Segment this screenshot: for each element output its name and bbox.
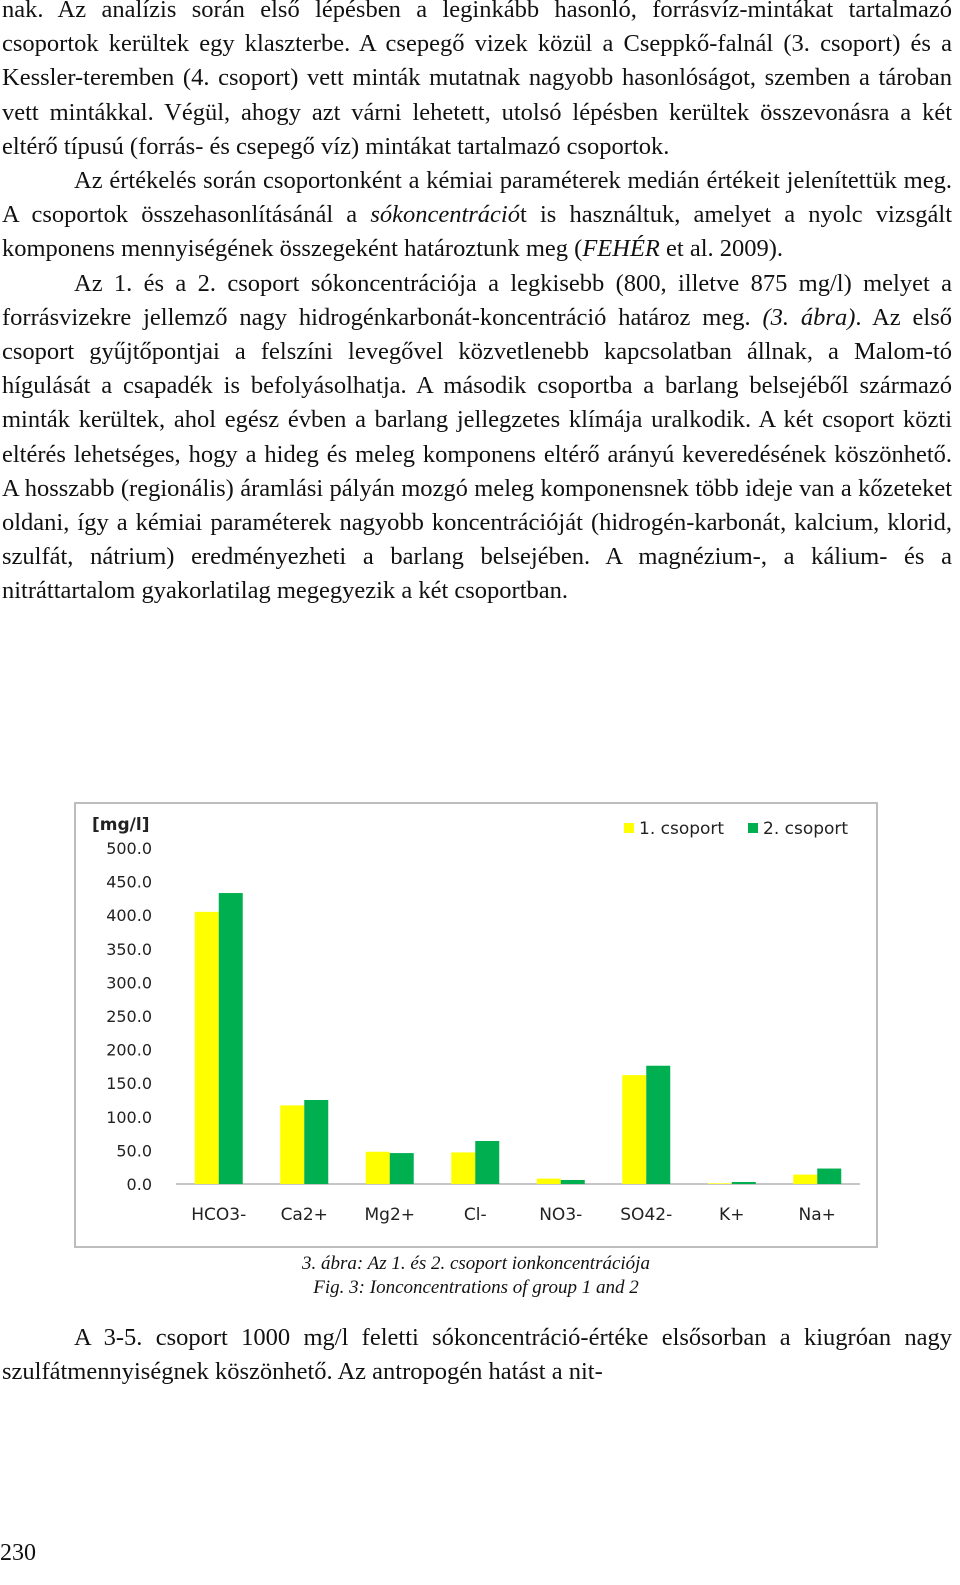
paragraph-3-text: Az 1. és a 2. csoport sókoncentrációja a legkisebb (800, illetve 875 mg/l) melyet a forrásvizekre jellemző nagy hidrogénkarbonát-koncentráció határoz meg.: [2, 269, 952, 331]
bar-chart: [76, 804, 876, 1246]
y-axis-label: [mg/l]: [92, 815, 150, 835]
bar-Cl--1csoport: [451, 1152, 475, 1184]
y-tick-label: 50.0: [116, 1141, 152, 1161]
x-tick-label: Ca2+: [280, 1205, 328, 1225]
y-tick-label: 250.0: [106, 1007, 152, 1026]
bar-Ca2+-2csoport: [304, 1100, 328, 1184]
y-tick-label: 100.0: [106, 1107, 152, 1127]
y-tick-label: 0.0: [126, 1175, 152, 1194]
bar-K+-1csoport: [708, 1183, 732, 1184]
paragraph-1: nak. Az analízis során első lépésben a leginkább hasonló, forrásvíz-mintákat tartalmazó csoportok kerültek egy klaszterbe. A csepegő vizek közül a Cseppkő-falnál (3. csoport) és a Kessler-teremben (4. csoport) vett minták mutatnak nagyobb hasonlóságot, szemben a tároban vett mintákkal. Végül, ahogy azt várni lehetett, utolsó lépésben kerültek összevonásra a két eltérő típusú (forrás- és csepegő víz) mintákat tartalmazó csoportok.: [2, 0, 952, 160]
paragraph-4: A 3-5. csoport 1000 mg/l feletti sókoncentráció-értéke elsősorban a kiugróan nagy szulfátmennyiségnek köszönhető. Az antropogén hatást a nit-: [2, 1324, 952, 1386]
bar-Ca2+-1csoport: [280, 1105, 304, 1184]
legend-label: 1. csoport: [639, 819, 725, 839]
paragraph-2-text: Az értékelés során csoportonként a kémiai paraméterek medián értékeit jelenítettük meg. A csoportok összehasonlításánál a: [2, 167, 952, 229]
bar-SO42--1csoport: [622, 1075, 646, 1184]
legend-label: 2. csoport: [763, 819, 849, 839]
bar-Mg2+-2csoport: [390, 1153, 414, 1184]
citation-author: FEHÉR: [582, 235, 660, 263]
paragraph-2-text-end: et al. 2009).: [659, 235, 784, 263]
bar-HCO3--1csoport: [195, 912, 219, 1184]
paragraph-2: [2, 164, 952, 267]
y-tick-label: 500.0: [106, 839, 152, 858]
y-tick-label: 300.0: [106, 973, 152, 993]
x-tick-label: K+: [719, 1205, 745, 1225]
bar-Na+-1csoport: [793, 1175, 817, 1184]
figure-3-chart: [74, 802, 878, 1248]
body-text-bottom: [2, 1321, 952, 1389]
x-tick-label: Mg2+: [364, 1205, 416, 1225]
x-tick-label: NO3-: [539, 1205, 583, 1225]
y-tick-label: 400.0: [106, 906, 152, 926]
x-tick-label: Na+: [798, 1205, 836, 1225]
paragraph-3: [2, 267, 952, 609]
body-text-top: [2, 0, 952, 609]
bar-SO42--2csoport: [646, 1066, 670, 1184]
figure-caption-en: Fig. 3: Ionconcentrations of group 1 and 2: [313, 1277, 639, 1298]
legend-swatch: [624, 823, 634, 833]
page-number: 230: [0, 1540, 36, 1566]
paragraph-2-text-middle: t is használtuk, amelyet a nyolc vizsgált komponens mennyiségének összegeként határoztunk meg (: [2, 201, 952, 263]
x-tick-label: HCO3-: [191, 1205, 247, 1225]
figure-caption-hu: 3. ábra: Az 1. és 2. csoport ionkoncentrációja: [302, 1253, 650, 1274]
legend-swatch: [748, 823, 758, 833]
bar-HCO3--2csoport: [219, 893, 243, 1184]
bar-K+-2csoport: [732, 1182, 756, 1184]
figure-reference: (3. ábra): [762, 303, 856, 331]
bar-NO3--1csoport: [537, 1179, 561, 1184]
bar-Mg2+-1csoport: [366, 1152, 390, 1184]
x-tick-label: Cl-: [463, 1205, 487, 1225]
y-tick-label: 350.0: [106, 939, 152, 959]
bar-NO3--2csoport: [561, 1180, 585, 1184]
y-tick-label: 450.0: [106, 872, 152, 892]
y-tick-label: 150.0: [106, 1074, 152, 1094]
y-tick-label: 200.0: [106, 1040, 152, 1060]
x-tick-label: SO42-: [620, 1205, 673, 1225]
italic-term: sókoncentráció: [370, 201, 520, 229]
bar-Cl--2csoport: [475, 1141, 499, 1184]
paragraph-3-text-end: . Az első csoport gyűjtőpontjai a felszíni levegővel közvetlenebb kapcsolatban állnak, a Malom-tó hígulását a csapadék is befolyásolhatja. A második csoportba a barlang belsejéből származó minták kerültek, ahol egész évben a barlang jellegzetes klímája uralkodik. A két csoport közti eltérés lehetséges, hogy a hideg és meleg komponens eltérő arányú keveredésének köszönhető. A hosszabb (regionális) áramlási pályán mozgó meleg komponensnek több ideje van a kőzeteket oldani, így a kémiai paraméterek nagyobb koncentrációját (hidrogén-karbonát, kalcium, klorid, szulfát, nátrium) eredményezheti a barlang belsejében. A magnézium-, a kálium- és a nitráttartalom gyakorlatilag megegyezik a két csoportban.: [2, 303, 953, 605]
bar-Na+-2csoport: [817, 1169, 841, 1184]
